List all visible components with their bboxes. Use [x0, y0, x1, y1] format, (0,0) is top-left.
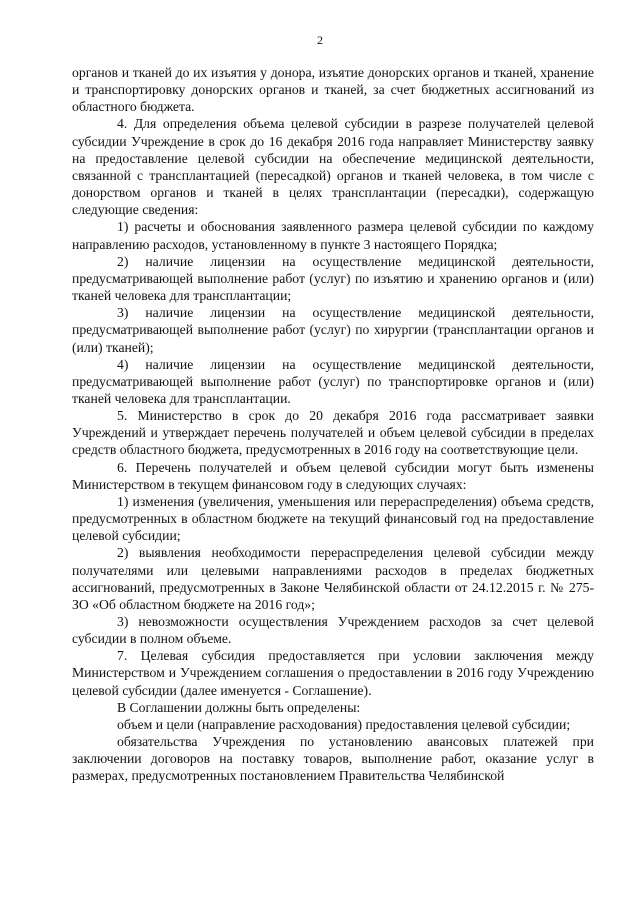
paragraph-item-6-case-3: 3) невозможности осуществления Учреждением расходов за счет целевой субсидии в полном объеме. — [72, 614, 594, 647]
paragraph-item-5: 5. Министерство в срок до 20 декабря 2016 года рассматривает заявки Учреждений и утверждает перечень получателей и объем целевой субсидии в пределах средств областного бюджета, предусмотренных в 2016 году на соответствующие цели. — [72, 408, 594, 458]
paragraph-subitem-2: 2) наличие лицензии на осуществление медицинской деятельности, предусматривающей выполнение работ (услуг) по изъятию и хранению органов и (или) тканей человека для трансплантации; — [72, 253, 594, 304]
paragraph-agreement-obligations: обязательства Учреждения по установлению авансовых платежей при заключении договоров на поставку товаров, выполнение работ, оказание услуг в размерах, предусмотренных постановлением Правительства Челябинской — [72, 734, 594, 784]
paragraph-continuation: органов и тканей до их изъятия у донора, изъятие донорских органов и тканей, хранение и транспортировку донорских органов и тканей, за счет бюджетных ассигнований из областного бюджета. — [72, 65, 594, 115]
paragraph-subitem-4: 4) наличие лицензии на осуществление медицинской деятельности, предусматривающей выполнение работ (услуг) по транспортировке органов и (или) тканей человека для трансплантации. — [72, 356, 594, 406]
paragraph-item-6-case-2: 2) выявления необходимости перераспределения целевой субсидии между получателями или целевыми направлениями расходов в пределах бюджетных ассигнований, предусмотренных в Законе Челябинской области от 24.12.2015 г. № 275-ЗО «Об областном бюджете на 2016 год»; — [72, 545, 594, 612]
paragraph-subitem-3: 3) наличие лицензии на осуществление медицинской деятельности, предусматривающей выполнение работ (услуг) по хирургии (трансплантации органов и (или) тканей); — [72, 305, 594, 355]
document-body — [72, 64, 594, 785]
paragraph-item-4: 4. Для определения объема целевой субсидии в разрезе получателей целевой субсидии Учреждение в срок до 16 декабря 2016 года направляет Министерству заявку на предоставление целевой субсидии на обеспечение медицинской деятельности, связанной с трансплантацией (пересадкой) органов и тканей человека, в том числе с донорством органов и тканей в целях трансплантации (пересадки), содержащую следующие сведения: — [72, 116, 594, 218]
paragraph-agreement-volume: объем и цели (направление расходования) предоставления целевой субсидии; — [117, 716, 571, 732]
paragraph-item-7: 7. Целевая субсидия предоставляется при условии заключения между Министерством и Учреждением соглашения о предоставлении в 2016 году Учреждению целевой субсидии (далее именуется - Соглашение). — [72, 648, 594, 698]
paragraph-item-6-case-1: 1) изменения (увеличения, уменьшения или перераспределения) объема средств, предусмотренных в областном бюджете на текущий финансовый год на предоставление целевой субсидии; — [72, 493, 594, 544]
page-number: 2 — [317, 33, 323, 47]
paragraph-item-6: 6. Перечень получателей и объем целевой субсидии могут быть изменены Министерством в текущем финансовом году в следующих случаях: — [72, 459, 594, 492]
paragraph-agreement-intro: В Соглашении должны быть определены: — [117, 699, 361, 715]
paragraph-subitem-1: 1) расчеты и обоснования заявленного размера целевой субсидии по каждому направлению расходов, установленному в пункте 3 настоящего Порядка; — [72, 219, 594, 252]
